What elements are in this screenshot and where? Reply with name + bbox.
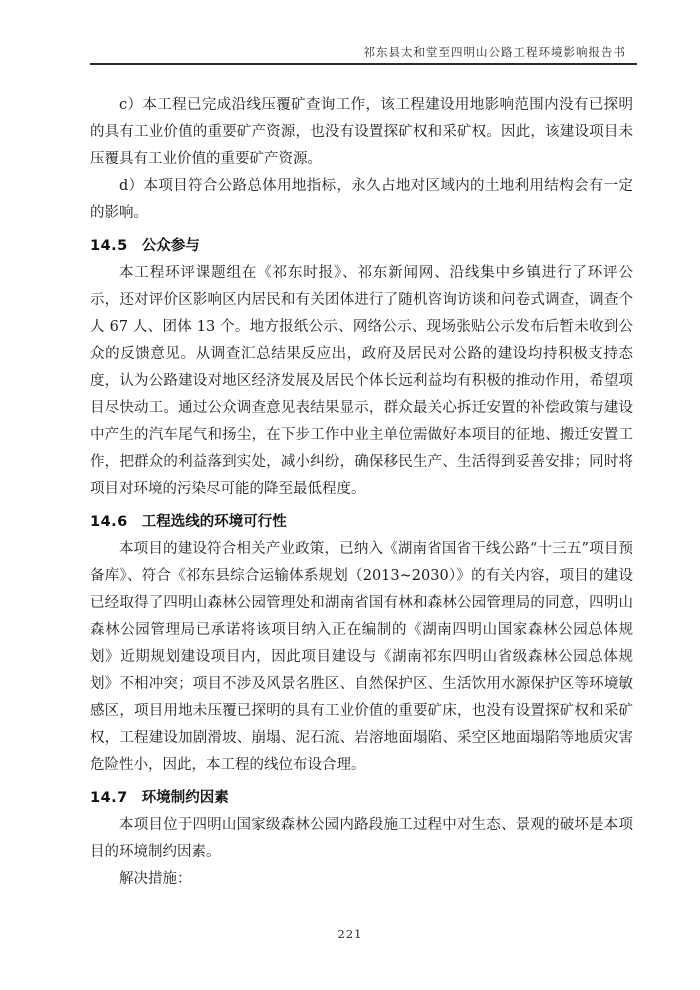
document-body: [90, 92, 633, 893]
paragraph-solution-measures: 解决措施：: [119, 871, 192, 887]
paragraph-item-d: d）本项目符合公路总体用地指标，永久占地对区域内的土地利用结构会有一定的影响。: [90, 178, 633, 221]
section-title: 工程选线的环境可行性: [141, 514, 287, 530]
section-number: 14.5: [90, 238, 128, 254]
running-header-title: 祁东县太和堂至四明山公路工程环境影响报告书: [363, 45, 626, 59]
paragraph-item-c: c）本工程已完成沿线压覆矿查询工作，该工程建设用地影响范围内没有已探明的具有工业价值的重要矿产资源，也没有设置探矿权和采矿权。因此，该建设项目未压覆具有工业价值的重要矿产资源。: [90, 97, 633, 167]
section-number: 14.7: [90, 790, 128, 806]
page-number: 221: [337, 927, 363, 941]
section-title: 环境制约因素: [141, 790, 229, 806]
paragraph-public-participation: 本工程环评课题组在《祁东时报》、祁东新闻网、沿线集中乡镇进行了环评公示，还对评价区影响区内居民和有关团体进行了随机咨询访谈和问卷式调查，调查个人 67 人、团体 13 个。地方报纸公示、网络公示、现场张贴公示发布后暂未收到公众的反馈意见。从调查汇总结果反应出，政府及居民对公路的建设均持积极支持态度，认为公路建设对地区经济发展及居民个体长远利益均有积极的推动作用，希望项目尽快动工。通过公众调查意见表结果显示，群众最关心拆迁安置的补偿政策与建设中产生的汽车尾气和扬尘，在下步工作中业主单位需做好本项目的征地、搬迁安置工作，把群众的利益落到实处，减小纠纷，确保移民生产、生活得到妥善安排；同时将项目对环境的污染尽可能的降至最低程度。: [90, 265, 633, 497]
section-title: 公众参与: [141, 238, 200, 254]
section-heading-14-6: [90, 508, 633, 536]
page-footer: [0, 923, 700, 990]
paragraph-route-feasibility: 本项目的建设符合相关产业政策，已纳入《湖南省国省干线公路“十三五”项目预备库》、符合《祁东县综合运输体系规划（2013~2030）》的有关内容，项目的建设已经取得了四明山森林公园管理处和湖南省国有林和森林公园管理局的同意，四明山森林公园管理局已承诺将该项目纳入正在编制的《湖南四明山国家森林公园总体规划》近期规划建设项目内，因此项目建设与《湖南祁东四明山省级森林公园总体规划》不相冲突；项目不涉及风景名胜区、自然保护区、生活饮用水源保护区等环境敏感区，项目用地未压覆已探明的具有工业价值的重要矿床，也没有设置探矿权和采矿权，工程建设加剧滑坡、崩塌、泥石流、岩溶地面塌陷、采空区地面塌陷等地质灾害危险性小，因此，本工程的线位布设合理。: [90, 541, 633, 773]
header-rule: [90, 63, 637, 65]
page-header: [90, 0, 637, 65]
paragraph-constraint-factors: 本项目位于四明山国家级森林公园内路段施工过程中对生态、景观的破坏是本项目的环境制约因素。: [90, 817, 633, 860]
section-heading-14-5: [90, 232, 633, 260]
section-number: 14.6: [90, 514, 128, 530]
section-heading-14-7: [90, 784, 633, 812]
